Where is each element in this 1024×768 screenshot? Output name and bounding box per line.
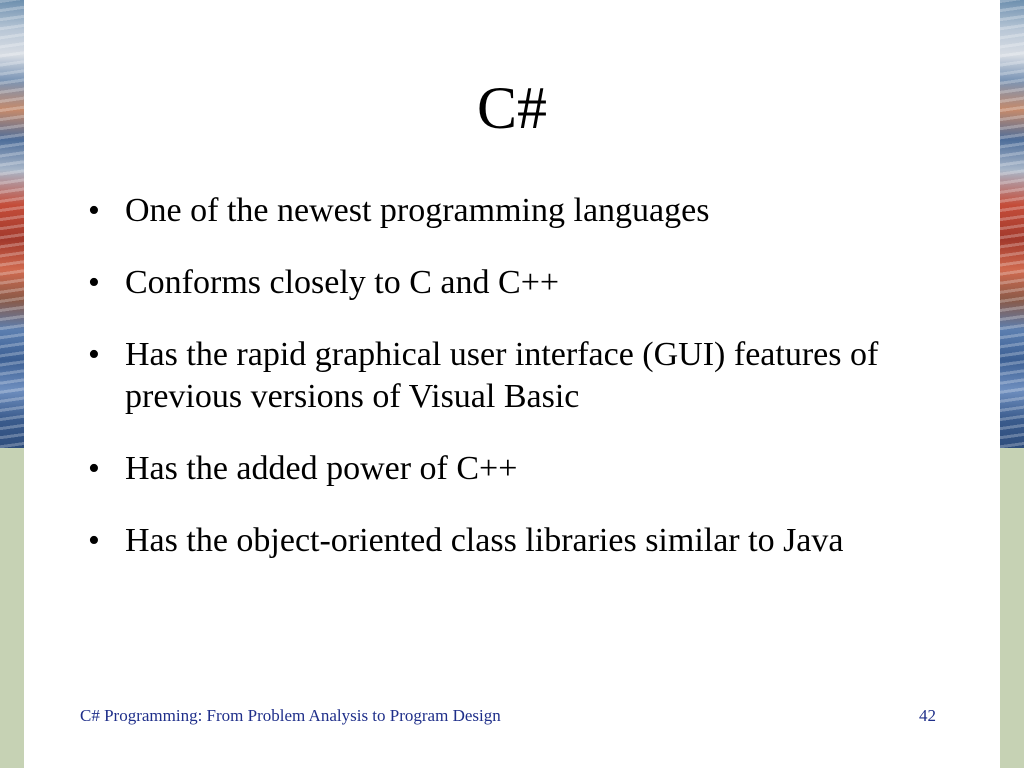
bullet-text: Has the added power of C++ xyxy=(125,450,518,487)
footer-page-number: 42 xyxy=(919,706,936,725)
bullet-text: Conforms closely to C and C++ xyxy=(125,264,560,301)
bullet-dot: • xyxy=(88,336,100,373)
bullet-dot: • xyxy=(88,192,100,229)
bullet-text: One of the newest programming languages xyxy=(125,192,710,229)
bullet-dot: • xyxy=(88,264,100,301)
right-strip-band xyxy=(1000,448,1024,768)
bullet-dot: • xyxy=(88,522,100,559)
bullet-item xyxy=(88,520,918,562)
bullet-list xyxy=(88,190,918,592)
bullet-item xyxy=(88,190,918,232)
slide-title: C# xyxy=(476,75,548,141)
left-strip-band xyxy=(0,448,24,768)
right-strip-photo xyxy=(1000,0,1024,448)
left-strip-photo xyxy=(0,0,24,448)
bullet-text: Has the rapid graphical user interface (GUI) features of previous versions of Visual Basic xyxy=(125,336,879,415)
bullet-dot: • xyxy=(88,450,100,487)
bullet-item xyxy=(88,334,918,418)
bullet-item xyxy=(88,448,918,490)
footer-course-title: C# Programming: From Problem Analysis to Program Design xyxy=(80,706,501,725)
bullet-text: Has the object-oriented class libraries similar to Java xyxy=(125,522,844,559)
bullet-item xyxy=(88,262,918,304)
